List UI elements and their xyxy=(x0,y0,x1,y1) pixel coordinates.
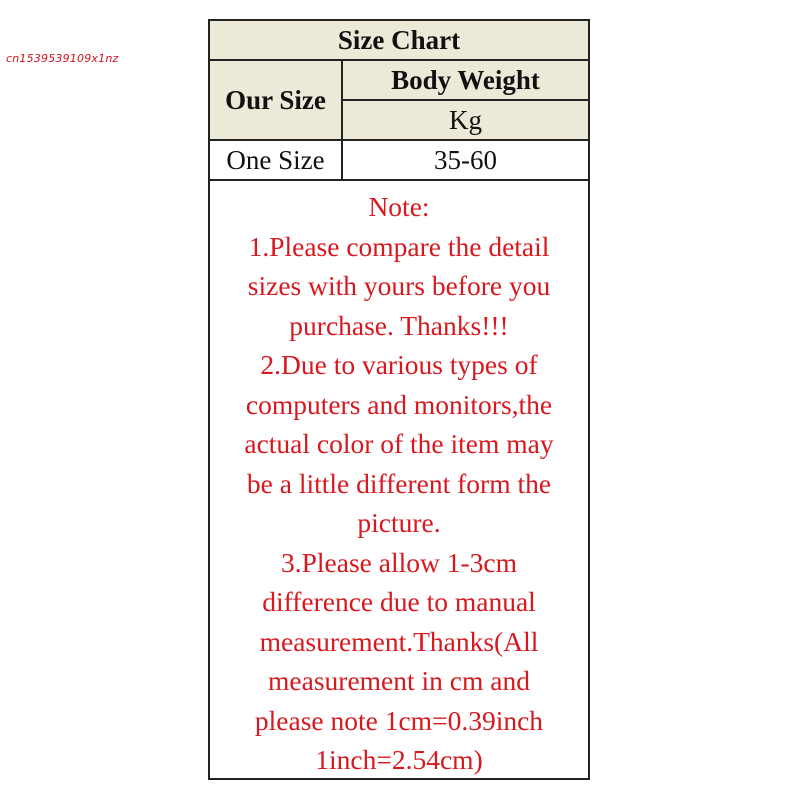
watermark-text: cn1539539109x1nz xyxy=(6,52,119,65)
note-line: measurement in cm and xyxy=(268,665,530,696)
note-line: 3.Please allow 1-3cm xyxy=(281,546,517,578)
note-line: difference due to manual xyxy=(262,586,536,617)
table-cell-size: One Size xyxy=(210,141,343,181)
note-line: picture. xyxy=(357,507,441,538)
body-weight-unit: Kg xyxy=(343,101,588,141)
note-line: measurement.Thanks(All xyxy=(259,625,539,657)
body-weight-header: Body Weight xyxy=(343,61,588,101)
note-line: 1inch=2.54cm) xyxy=(315,744,483,775)
note-line: purchase. Thanks!!! xyxy=(289,309,509,341)
size-chart-table xyxy=(208,19,590,780)
note-line: computers and monitors,the xyxy=(245,388,553,420)
table-cell-body-weight: 35-60 xyxy=(343,141,588,181)
note-line: 2.Due to various types of xyxy=(260,349,538,380)
note-line: 1.Please compare the detail xyxy=(248,230,550,262)
note-line: be a little different form the xyxy=(246,467,552,499)
notes-block xyxy=(210,187,588,780)
note-line: actual color of the item may xyxy=(244,428,554,459)
note-line: sizes with yours before you xyxy=(247,270,551,301)
our-size-header: Our Size xyxy=(210,61,343,141)
note-line: please note 1cm=0.39inch xyxy=(254,704,544,736)
note-line: Note: xyxy=(368,191,430,222)
size-chart-title: Size Chart xyxy=(210,21,588,61)
